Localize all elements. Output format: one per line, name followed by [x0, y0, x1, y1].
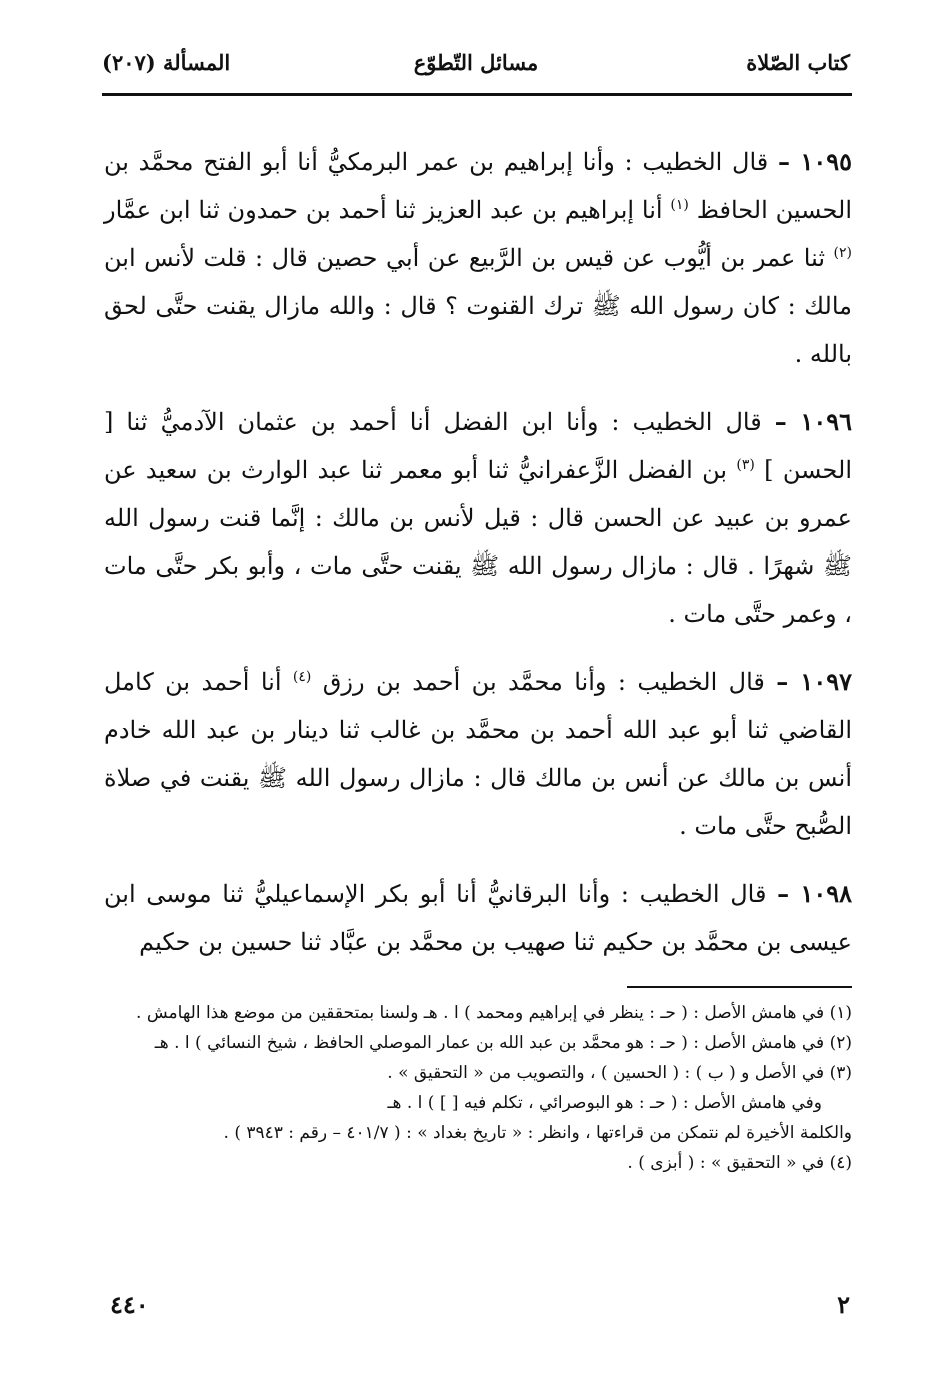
paragraph-text: قال الخطيب : وأنا البرقانيُّ أنا أبو بكر الإسماعيليُّ ثنا موسى ابن عيسى بن محمَّد بن حكيم ثنا صهيب بن محمَّد بن عبَّاد ثنا حسين بن حكيم [104, 880, 852, 956]
running-header [102, 44, 850, 92]
entry-number: ١٠٩٨ – [777, 879, 853, 908]
paragraph-text: بن الفضل الزَّعفرانيُّ ثنا أبو معمر ثنا عبد الوارث بن سعيد عن عمرو بن عبيد عن الحسن قال : قيل لأنس بن مالك : إنَّما قنت رسول الله ﷺ شهرًا . قال : مازال رسول الله ﷺ يقنت حتَّى مات ، وأبو بكر حتَّى مات ، وعمر حتَّى مات . [104, 456, 852, 628]
footnotes [104, 998, 852, 1178]
issue-label: المسألة (٢٠٧) [102, 50, 231, 75]
paragraph-1095 [104, 138, 852, 378]
footnote-ref: (٣) [736, 457, 755, 473]
footnote-4: (٤) في « التحقيق » : ( أبزى ) . [627, 1153, 852, 1173]
footnote-rule [627, 986, 852, 988]
book-title: كتاب الصّلاة [746, 50, 850, 75]
paragraph-text: قال الخطيب : وأنا ابن الفضل أنا أحمد بن عثمان الآدميُّ ثنا [ الحسن ] [104, 408, 852, 484]
page-number: ٤٤٠ [110, 1290, 149, 1319]
header-rule [102, 93, 852, 96]
paragraph-text: قال الخطيب : وأنا إبراهيم بن عمر البرمكيُّ أنا أبو الفتح محمَّد بن الحسين الحافظ [104, 148, 853, 224]
paragraph-text: أنا إبراهيم بن عبد العزيز ثنا أحمد بن حمدون ثنا ابن عمَّار [104, 196, 663, 224]
main-text [104, 138, 852, 986]
footnote-3: (٣) في الأصل و ( ب ) : ( الحسين ) ، والتصويب من « التحقيق » . [387, 1063, 852, 1083]
footnote-ref: (٢) [833, 245, 852, 261]
footnote-2: (٢) في هامش الأصل : ( حـ : هو محمَّد بن عبد الله بن عمار الموصلي الحافظ ، شيخ النسائي ) ا . هـ [154, 1033, 852, 1053]
paragraph-1097 [104, 658, 852, 850]
footnote-3-continuation: وفي هامش الأصل : ( حـ : هو البوصرائي ، تكلم فيه [ ] ) ا . هـ [387, 1093, 822, 1113]
paragraph-1096 [104, 398, 852, 638]
paragraph-text: أنا أحمد بن كامل القاضي ثنا أبو عبد الله أحمد بن محمَّد بن غالب ثنا دينار بن عبد الله خادم أنس بن مالك عن أنس بن مالك قال : مازال رسول الله ﷺ يقنت في صلاة الصُّبح حتَّى مات . [104, 668, 852, 840]
footnote-3-continuation: والكلمة الأخيرة لم نتمكن من قراءتها ، وانظر : « تاريخ بغداد » : ( ٤٠١/٧ – رقم : ٣٩٤٣ ) . [223, 1123, 852, 1143]
section-title: مسائل التّطوّع [413, 50, 539, 75]
footnote-ref: (٤) [292, 669, 312, 685]
page-footer [110, 1290, 850, 1330]
paragraph-1098 [104, 870, 852, 966]
entry-number: ١٠٩٥ – [777, 147, 852, 176]
paragraph-text: قال الخطيب : وأنا محمَّد بن أحمد بن رزق [322, 668, 765, 696]
footnote-ref: (١) [670, 197, 689, 213]
signature-mark: ٢ [837, 1290, 850, 1319]
footnote-1: (١) في هامش الأصل : ( حـ : ينظر في إبراهيم ومحمد ) ا . هـ ولسنا بمتحققين من موضع هذا الهامش . [136, 1003, 852, 1023]
entry-number: ١٠٩٧ – [776, 667, 852, 696]
paragraph-text: ثنا عمر بن أيُّوب عن قيس بن الرَّبيع عن أبي حصين قال : قلت لأنس ابن مالك : كان رسول الله ﷺ ترك القنوت ؟ قال : والله مازال يقنت حتَّى لحق بالله . [104, 244, 852, 368]
entry-number: ١٠٩٦ – [774, 407, 852, 436]
